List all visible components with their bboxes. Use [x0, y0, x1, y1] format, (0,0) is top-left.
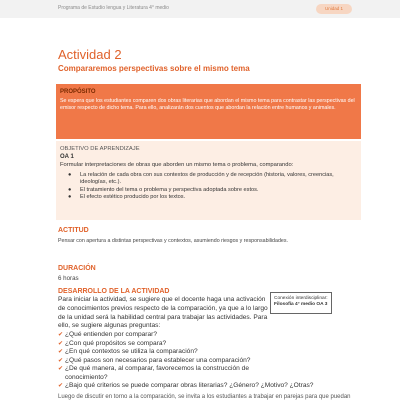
question-list [58, 331, 314, 391]
purpose-box [56, 84, 361, 139]
list-item: ● La relación de cada obra con sus contextos de producción y de recepción (historia, valores, creencias, ideologías, etc.). [68, 172, 334, 186]
list-item: ✔ ¿Bajo qué criterios se puede comparar obras literarias? ¿Género? ¿Motivo? ¿Otras? [58, 382, 314, 390]
program-title: Programa de Estudio lengua y Literatura 4° medio [58, 5, 169, 11]
check-icon: ✔ [58, 357, 64, 364]
list-item: ✔ ¿En qué contextos se utiliza la comparación? [58, 348, 198, 356]
check-icon: ✔ [58, 366, 64, 373]
list-item: ✔ ¿De qué manera, al comparar, favorecemos la construcción de conocimiento? [58, 365, 249, 381]
objective-list [60, 172, 357, 201]
check-icon: ✔ [58, 340, 64, 347]
activity-subtitle: Compararemos perspectivas sobre el mismo tema [58, 64, 250, 73]
objective-code: OA 1 [60, 154, 74, 160]
objective-box [56, 141, 361, 220]
duration-heading: DURACIÓN [58, 265, 96, 272]
list-item: ● El tratamiento del tema o problema y perspectiva adoptada sobre estos. [68, 186, 259, 193]
list-item: ● El efecto estético producido por los textos. [68, 193, 186, 200]
objective-heading: OBJETIVO DE APRENDIZAJE [60, 146, 140, 152]
check-icon: ✔ [58, 332, 64, 339]
development-intro: Para iniciar la actividad, se sugiere que el docente haga una activación de conocimientos previos respecto de la comparación, ya que a lo largo de la unidad será la habilidad central para trabajar las actividades. Para ello, se sugiere algunas preguntas: [58, 296, 268, 330]
activity-title: Actividad 2 [58, 47, 122, 62]
purpose-heading: PROPÓSITO [60, 89, 96, 95]
objective-text: Formular interpretaciones de obras que aborden un mismo tema o problema, comparando: [60, 162, 294, 168]
continuation-text: Luego de discutir en torno a la comparación, se invita a los estudiantes a trabajar en parejas para que puedan [58, 394, 351, 400]
development-heading: DESARROLLO DE LA ACTIVIDAD [58, 288, 170, 295]
duration-text: 6 horas [58, 275, 79, 282]
bullet-icon: ● [68, 193, 72, 200]
header-bar [0, 0, 400, 18]
attitude-text: Pensar con apertura a distintas perspectivas y contextos, asumiendo riesgos y responsabilidades. [58, 238, 288, 244]
attitude-heading: ACTITUD [58, 227, 89, 234]
unit-badge: Unidad 1 [316, 4, 352, 14]
interdisciplinary-connection [270, 292, 332, 314]
list-item: ✔ ¿Qué entienden por comparar? [58, 331, 158, 339]
bullet-icon: ● [68, 186, 72, 193]
connection-subject: Filosofía 4° medio OA 3 [274, 302, 328, 307]
bullet-icon: ● [68, 172, 72, 178]
connection-label: Conexión interdisciplinar: [274, 296, 328, 301]
check-icon: ✔ [58, 383, 64, 390]
check-icon: ✔ [58, 349, 64, 356]
list-item: ✔ ¿Con qué propósitos se compara? [58, 339, 167, 347]
list-item: ✔ ¿Qué pasos son necesarios para establecer una comparación? [58, 356, 251, 364]
purpose-text: Se espera que los estudiantes comparen dos obras literarias que abordan el mismo tema para contrastar las perspectivas del emisor respecto de dicho tema. Para ello, analizarán dos cuentos que abordan la relación entre humanos y animales. [60, 98, 355, 112]
